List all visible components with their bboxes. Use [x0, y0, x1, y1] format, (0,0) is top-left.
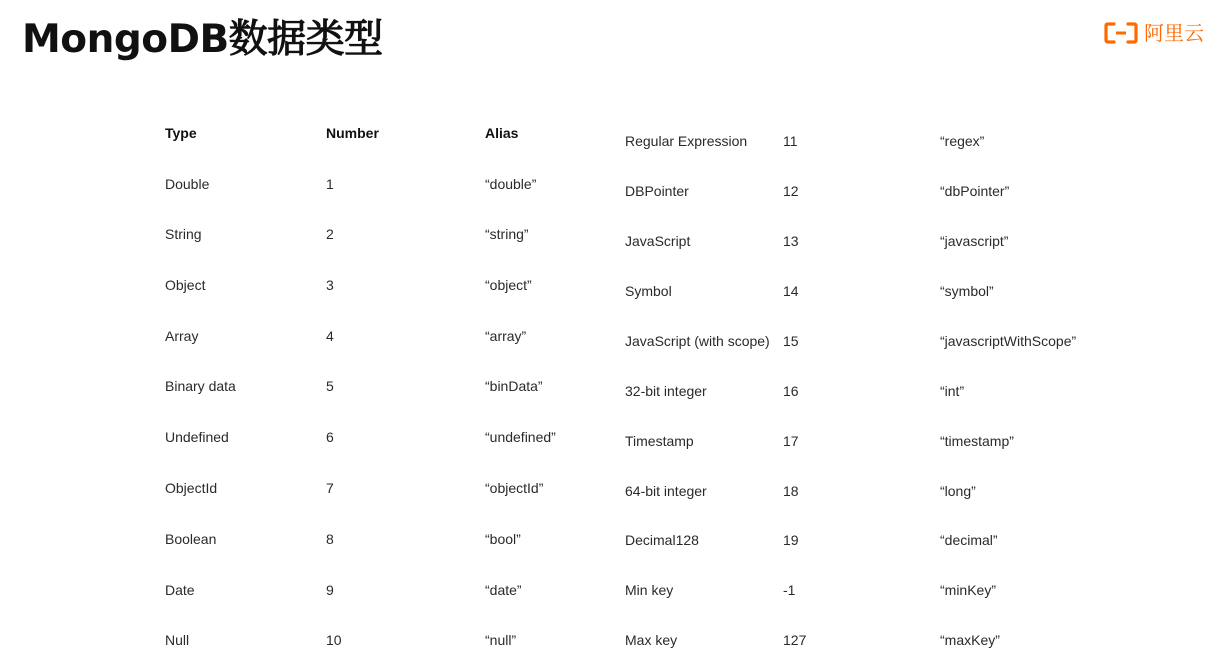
aliyun-logo — [1104, 20, 1204, 46]
right-row-alias: “regex” — [940, 133, 985, 149]
right-row-type: Regular Expression — [625, 133, 748, 149]
right-row-alias: “int” — [940, 383, 965, 399]
right-row-alias: “minKey” — [940, 582, 997, 598]
right-row-type: 64-bit integer — [625, 483, 707, 499]
right-row-alias: “dbPointer” — [940, 183, 1010, 199]
right-row-alias: “decimal” — [940, 532, 998, 548]
left-row-type: Undefined — [165, 429, 229, 445]
left-row-type: Binary data — [165, 378, 236, 394]
header-alias: Alias — [485, 125, 519, 141]
left-row-number: 9 — [326, 582, 334, 598]
left-row-number: 6 — [326, 429, 334, 445]
right-row-type: 32-bit integer — [625, 383, 707, 399]
right-row-type: Decimal128 — [625, 532, 699, 548]
right-row-number: 16 — [783, 383, 799, 399]
right-row-number: -1 — [783, 582, 796, 598]
left-row-alias: “array” — [485, 328, 527, 344]
right-row-number: 14 — [783, 283, 799, 299]
right-row-alias: “javascriptWithScope” — [940, 333, 1077, 349]
page-title: MongoDB数据类型 — [22, 17, 383, 62]
left-row-type: Null — [165, 632, 190, 648]
right-row-type: Max key — [625, 632, 678, 648]
logo-text: 阿里云 — [1144, 21, 1204, 45]
right-row-type: JavaScript — [625, 233, 691, 249]
right-row-type: JavaScript (with scope) — [625, 333, 770, 349]
left-row-number: 1 — [326, 176, 334, 192]
right-row-number: 17 — [783, 433, 799, 449]
left-row-number: 5 — [326, 378, 334, 394]
left-row-number: 2 — [326, 226, 334, 242]
right-row-number: 19 — [783, 532, 799, 548]
right-row-alias: “maxKey” — [940, 632, 1000, 648]
right-row-alias: “javascript” — [940, 233, 1009, 249]
right-row-alias: “long” — [940, 483, 976, 499]
left-row-alias: “objectId” — [485, 480, 544, 496]
left-row-alias: “null” — [485, 632, 517, 648]
header-number: Number — [326, 125, 379, 141]
right-row-type: Min key — [625, 582, 674, 598]
aliyun-logo-icon — [1104, 22, 1138, 44]
left-row-number: 10 — [326, 632, 342, 648]
right-row-type: Symbol — [625, 283, 672, 299]
left-row-alias: “double” — [485, 176, 537, 192]
right-row-type: DBPointer — [625, 183, 689, 199]
right-row-number: 127 — [783, 632, 807, 648]
left-row-number: 7 — [326, 480, 334, 496]
header-type: Type — [165, 125, 197, 141]
left-row-type: String — [165, 226, 202, 242]
left-row-type: ObjectId — [165, 480, 218, 496]
left-row-number: 8 — [326, 531, 334, 547]
left-row-type: Date — [165, 582, 195, 598]
right-row-number: 18 — [783, 483, 799, 499]
right-row-type: Timestamp — [625, 433, 694, 449]
left-row-number: 4 — [326, 328, 334, 344]
left-row-alias: “string” — [485, 226, 529, 242]
left-row-type: Array — [165, 328, 199, 344]
left-row-alias: “object” — [485, 277, 532, 293]
right-row-number: 11 — [783, 133, 798, 149]
left-row-type: Boolean — [165, 531, 217, 547]
left-row-number: 3 — [326, 277, 334, 293]
left-row-type: Object — [165, 277, 206, 293]
right-row-number: 13 — [783, 233, 799, 249]
left-row-type: Double — [165, 176, 210, 192]
right-row-number: 12 — [783, 183, 799, 199]
left-row-alias: “undefined” — [485, 429, 556, 445]
right-row-alias: “timestamp” — [940, 433, 1014, 449]
left-row-alias: “bool” — [485, 531, 521, 547]
left-row-alias: “binData” — [485, 378, 543, 394]
right-row-alias: “symbol” — [940, 283, 994, 299]
right-row-number: 15 — [783, 333, 799, 349]
left-row-alias: “date” — [485, 582, 522, 598]
